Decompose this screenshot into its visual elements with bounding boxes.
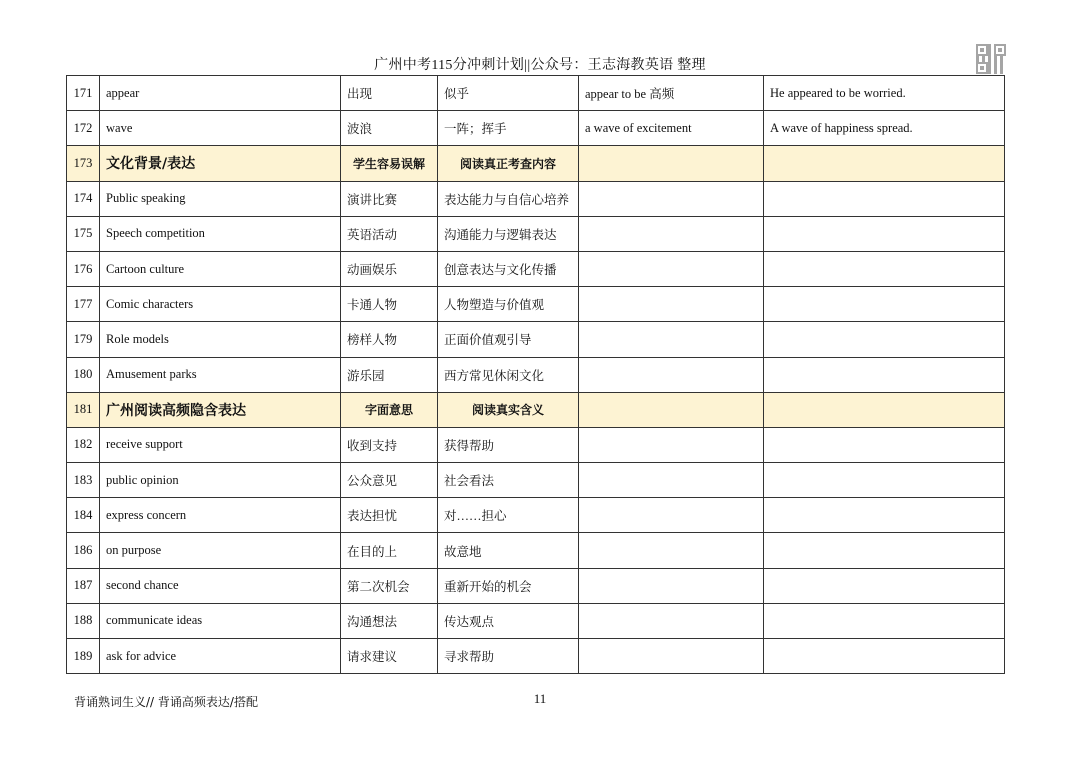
example-cell bbox=[764, 498, 1005, 533]
term-cell: 文化背景/表达 bbox=[100, 146, 341, 181]
row-number: 175 bbox=[67, 216, 100, 251]
qr-code-icon bbox=[976, 44, 1006, 74]
row-number: 180 bbox=[67, 357, 100, 392]
row-number: 186 bbox=[67, 533, 100, 568]
real-meaning-cell: 正面价值观引导 bbox=[438, 322, 579, 357]
collocation-cell bbox=[579, 146, 764, 181]
term-cell: Role models bbox=[100, 322, 341, 357]
row-number: 181 bbox=[67, 392, 100, 427]
term-cell: Speech competition bbox=[100, 216, 341, 251]
example-cell bbox=[764, 357, 1005, 392]
table-row bbox=[67, 76, 1005, 111]
row-number: 182 bbox=[67, 427, 100, 462]
meaning-cell: 波浪 bbox=[341, 111, 438, 146]
example-cell bbox=[764, 463, 1005, 498]
collocation-cell bbox=[579, 357, 764, 392]
section-header-row bbox=[67, 392, 1005, 427]
table-row bbox=[67, 111, 1005, 146]
meaning-cell: 演讲比赛 bbox=[341, 181, 438, 216]
example-cell bbox=[764, 146, 1005, 181]
row-number: 179 bbox=[67, 322, 100, 357]
collocation-cell bbox=[579, 427, 764, 462]
real-meaning-cell: 故意地 bbox=[438, 533, 579, 568]
term-cell: Public speaking bbox=[100, 181, 341, 216]
meaning-cell: 游乐园 bbox=[341, 357, 438, 392]
table-row bbox=[67, 251, 1005, 286]
meaning-cell: 字面意思 bbox=[341, 392, 438, 427]
footer-note: 背诵熟词生义// 背诵高频表达/搭配 bbox=[74, 695, 258, 709]
table-row bbox=[67, 427, 1005, 462]
table-row bbox=[67, 181, 1005, 216]
meaning-cell: 在目的上 bbox=[341, 533, 438, 568]
collocation-cell bbox=[579, 639, 764, 674]
collocation-cell: a wave of excitement bbox=[579, 111, 764, 146]
collocation-cell bbox=[579, 498, 764, 533]
meaning-cell: 请求建议 bbox=[341, 639, 438, 674]
row-number: 188 bbox=[67, 603, 100, 638]
example-cell bbox=[764, 603, 1005, 638]
meaning-cell: 英语活动 bbox=[341, 216, 438, 251]
meaning-cell: 沟通想法 bbox=[341, 603, 438, 638]
meaning-cell: 卡通人物 bbox=[341, 287, 438, 322]
meaning-cell: 动画娱乐 bbox=[341, 251, 438, 286]
term-cell: Comic characters bbox=[100, 287, 341, 322]
collocation-cell bbox=[579, 603, 764, 638]
page-header-title: 广州中考115分冲刺计划||公众号：王志海教英语 整理 bbox=[374, 58, 706, 73]
real-meaning-cell: 重新开始的机会 bbox=[438, 568, 579, 603]
meaning-cell: 收到支持 bbox=[341, 427, 438, 462]
term-cell: Amusement parks bbox=[100, 357, 341, 392]
real-meaning-cell: 沟通能力与逻辑表达 bbox=[438, 216, 579, 251]
term-cell: second chance bbox=[100, 568, 341, 603]
row-number: 183 bbox=[67, 463, 100, 498]
term-cell: wave bbox=[100, 111, 341, 146]
term-cell: communicate ideas bbox=[100, 603, 341, 638]
term-cell: on purpose bbox=[100, 533, 341, 568]
row-number: 172 bbox=[67, 111, 100, 146]
page-number: 11 bbox=[533, 691, 547, 706]
collocation-cell bbox=[579, 287, 764, 322]
table-row bbox=[67, 287, 1005, 322]
table-row bbox=[67, 322, 1005, 357]
term-cell: Cartoon culture bbox=[100, 251, 341, 286]
example-cell bbox=[764, 181, 1005, 216]
example-cell: He appeared to be worried. bbox=[764, 76, 1005, 111]
table-row bbox=[67, 357, 1005, 392]
table-row bbox=[67, 498, 1005, 533]
real-meaning-cell: 社会看法 bbox=[438, 463, 579, 498]
collocation-cell bbox=[579, 216, 764, 251]
example-cell bbox=[764, 639, 1005, 674]
example-cell bbox=[764, 427, 1005, 462]
example-cell bbox=[764, 322, 1005, 357]
table-row bbox=[67, 603, 1005, 638]
example-cell bbox=[764, 533, 1005, 568]
real-meaning-cell: 对……担心 bbox=[438, 498, 579, 533]
collocation-cell: appear to be 高频 bbox=[579, 76, 764, 111]
collocation-cell bbox=[579, 463, 764, 498]
meaning-cell: 公众意见 bbox=[341, 463, 438, 498]
table-row bbox=[67, 216, 1005, 251]
example-cell bbox=[764, 392, 1005, 427]
row-number: 173 bbox=[67, 146, 100, 181]
real-meaning-cell: 人物塑造与价值观 bbox=[438, 287, 579, 322]
example-cell bbox=[764, 568, 1005, 603]
table-row bbox=[67, 463, 1005, 498]
row-number: 184 bbox=[67, 498, 100, 533]
term-cell: ask for advice bbox=[100, 639, 341, 674]
table-row bbox=[67, 533, 1005, 568]
section-header-row bbox=[67, 146, 1005, 181]
real-meaning-cell: 创意表达与文化传播 bbox=[438, 251, 579, 286]
real-meaning-cell: 阅读真正考查内容 bbox=[438, 146, 579, 181]
meaning-cell: 榜样人物 bbox=[341, 322, 438, 357]
row-number: 171 bbox=[67, 76, 100, 111]
row-number: 189 bbox=[67, 639, 100, 674]
example-cell: A wave of happiness spread. bbox=[764, 111, 1005, 146]
real-meaning-cell: 传达观点 bbox=[438, 603, 579, 638]
real-meaning-cell: 一阵；挥手 bbox=[438, 111, 579, 146]
real-meaning-cell: 西方常见休闲文化 bbox=[438, 357, 579, 392]
example-cell bbox=[764, 287, 1005, 322]
table-row bbox=[67, 568, 1005, 603]
meaning-cell: 第二次机会 bbox=[341, 568, 438, 603]
row-number: 176 bbox=[67, 251, 100, 286]
collocation-cell bbox=[579, 533, 764, 568]
collocation-cell bbox=[579, 568, 764, 603]
term-cell: public opinion bbox=[100, 463, 341, 498]
term-cell: appear bbox=[100, 76, 341, 111]
real-meaning-cell: 获得帮助 bbox=[438, 427, 579, 462]
row-number: 187 bbox=[67, 568, 100, 603]
collocation-cell bbox=[579, 322, 764, 357]
real-meaning-cell: 寻求帮助 bbox=[438, 639, 579, 674]
example-cell bbox=[764, 216, 1005, 251]
table-row bbox=[67, 639, 1005, 674]
row-number: 174 bbox=[67, 181, 100, 216]
real-meaning-cell: 阅读真实含义 bbox=[438, 392, 579, 427]
example-cell bbox=[764, 251, 1005, 286]
collocation-cell bbox=[579, 251, 764, 286]
term-cell: 广州阅读高频隐含表达 bbox=[100, 392, 341, 427]
term-cell: express concern bbox=[100, 498, 341, 533]
collocation-cell bbox=[579, 392, 764, 427]
term-cell: receive support bbox=[100, 427, 341, 462]
meaning-cell: 表达担忧 bbox=[341, 498, 438, 533]
meaning-cell: 学生容易误解 bbox=[341, 146, 438, 181]
real-meaning-cell: 表达能力与自信心培养 bbox=[438, 181, 579, 216]
collocation-cell bbox=[579, 181, 764, 216]
vocabulary-table bbox=[66, 75, 1005, 674]
row-number: 177 bbox=[67, 287, 100, 322]
real-meaning-cell: 似乎 bbox=[438, 76, 579, 111]
meaning-cell: 出现 bbox=[341, 76, 438, 111]
